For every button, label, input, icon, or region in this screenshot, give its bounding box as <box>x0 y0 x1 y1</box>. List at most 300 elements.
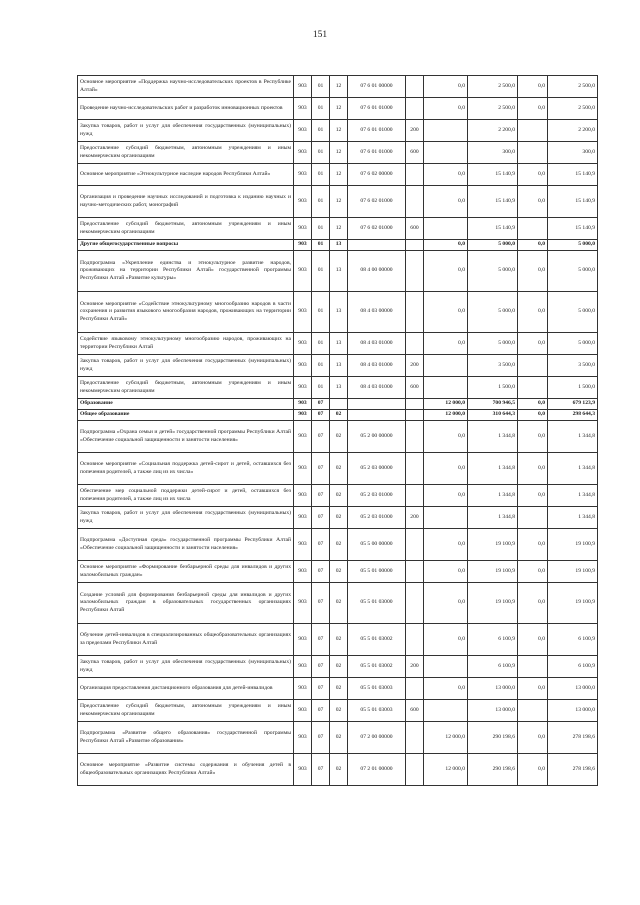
row-sum-1 <box>424 142 468 164</box>
row-section: 01 <box>312 120 330 142</box>
row-sum-3 <box>518 656 548 678</box>
table-row <box>78 240 598 251</box>
row-sum-3: 0,0 <box>518 98 548 120</box>
row-expense-type <box>406 485 424 507</box>
row-sum-1: 0,0 <box>424 583 468 624</box>
row-sum-3: 0,0 <box>518 722 548 754</box>
row-subsection: 02 <box>330 410 348 421</box>
row-expense-type <box>406 240 424 251</box>
row-grbs: 903 <box>294 355 312 377</box>
row-subsection: 12 <box>330 120 348 142</box>
row-sum-2: 700 946,5 <box>468 399 518 410</box>
row-grbs: 903 <box>294 333 312 355</box>
row-sum-4: 5 000,0 <box>548 292 598 333</box>
row-target-article: 07 6 02 01000 <box>348 218 406 240</box>
row-subsection: 02 <box>330 421 348 453</box>
row-name: Закупка товаров, работ и услуг для обеспечения государственных (муниципальных) нужд <box>78 120 294 142</box>
row-name: Подпрограмма «Укрепление единства и этнокультурное развитие народов, проживающих на территории Республики Алтай» государственной программы Республики Алтай «Развитие культуры» <box>78 251 294 292</box>
table-row <box>78 120 598 142</box>
row-target-article: 07 6 02 00000 <box>348 164 406 186</box>
row-subsection: 02 <box>330 507 348 529</box>
row-sum-4: 1 344,8 <box>548 421 598 453</box>
row-target-article: 05 5 01 03000 <box>348 583 406 624</box>
row-subsection: 12 <box>330 142 348 164</box>
row-sum-1 <box>424 355 468 377</box>
row-section: 07 <box>312 656 330 678</box>
row-target-article <box>348 399 406 410</box>
row-section: 07 <box>312 700 330 722</box>
row-section: 01 <box>312 240 330 251</box>
row-section: 01 <box>312 377 330 399</box>
row-sum-3: 0,0 <box>518 561 548 583</box>
row-sum-2: 13 000,0 <box>468 678 518 700</box>
row-section: 07 <box>312 754 330 786</box>
table-row <box>78 561 598 583</box>
row-name: Обучение детей-инвалидов в специализированных общеобразовательных организациях за пределами Республики Алтай <box>78 624 294 656</box>
table-row <box>78 251 598 292</box>
table-row <box>78 754 598 786</box>
row-sum-2: 15 140,9 <box>468 164 518 186</box>
row-target-article: 07 2 01 00000 <box>348 754 406 786</box>
row-sum-2: 1 344,8 <box>468 421 518 453</box>
row-sum-4: 5 000,0 <box>548 240 598 251</box>
row-grbs: 903 <box>294 240 312 251</box>
row-name: Обеспечение мер социальной поддержки детей-сирот и детей, оставшихся без попечения родителей, а также лиц из их числа <box>78 485 294 507</box>
row-sum-1: 0,0 <box>424 561 468 583</box>
budget-table <box>77 75 598 786</box>
row-target-article: 07 2 00 00000 <box>348 722 406 754</box>
row-subsection: 02 <box>330 583 348 624</box>
row-section: 01 <box>312 251 330 292</box>
row-sum-1: 0,0 <box>424 678 468 700</box>
row-name: Предоставление субсидий бюджетным, автономным учреждениям и иным некоммерческим организациям <box>78 218 294 240</box>
row-expense-type: 200 <box>406 656 424 678</box>
row-sum-4: 3 500,0 <box>548 355 598 377</box>
row-subsection: 02 <box>330 678 348 700</box>
row-expense-type <box>406 561 424 583</box>
row-sum-4: 13 000,0 <box>548 678 598 700</box>
row-section: 01 <box>312 98 330 120</box>
row-section: 07 <box>312 583 330 624</box>
row-expense-type <box>406 624 424 656</box>
row-grbs: 903 <box>294 583 312 624</box>
row-subsection: 12 <box>330 218 348 240</box>
row-expense-type <box>406 410 424 421</box>
row-subsection <box>330 399 348 410</box>
table-row <box>78 98 598 120</box>
row-sum-1: 0,0 <box>424 421 468 453</box>
row-name: Создание условий для формирования безбарьерной среды для инвалидов и других маломобильных граждан в образовательных государственных организациях Республики Алтай <box>78 583 294 624</box>
row-subsection: 13 <box>330 377 348 399</box>
row-expense-type: 600 <box>406 142 424 164</box>
table-row <box>78 421 598 453</box>
row-subsection: 02 <box>330 485 348 507</box>
row-sum-4: 19 100,9 <box>548 529 598 561</box>
row-sum-1: 12 000,0 <box>424 722 468 754</box>
row-sum-2: 310 644,3 <box>468 410 518 421</box>
row-sum-1: 0,0 <box>424 624 468 656</box>
row-subsection: 02 <box>330 529 348 561</box>
row-grbs: 903 <box>294 76 312 98</box>
row-sum-2: 6 100,9 <box>468 656 518 678</box>
row-sum-2: 5 000,0 <box>468 292 518 333</box>
row-name: Образование <box>78 399 294 410</box>
row-sum-1: 0,0 <box>424 240 468 251</box>
table-row <box>78 507 598 529</box>
row-name: Закупка товаров, работ и услуг для обеспечения государственных (муниципальных) нужд <box>78 507 294 529</box>
row-sum-4: 2 200,0 <box>548 120 598 142</box>
row-section: 01 <box>312 355 330 377</box>
row-grbs: 903 <box>294 453 312 485</box>
table-row <box>78 656 598 678</box>
row-sum-2: 13 000,0 <box>468 700 518 722</box>
row-subsection: 12 <box>330 98 348 120</box>
row-target-article: 07 6 01 01000 <box>348 98 406 120</box>
row-grbs: 903 <box>294 421 312 453</box>
row-sum-4: 1 344,8 <box>548 507 598 529</box>
row-expense-type <box>406 164 424 186</box>
row-sum-3: 0,0 <box>518 76 548 98</box>
row-grbs: 903 <box>294 529 312 561</box>
row-target-article: 07 6 01 00000 <box>348 76 406 98</box>
row-sum-2: 5 000,0 <box>468 240 518 251</box>
row-name: Предоставление субсидий бюджетным, автономным учреждениям и иным некоммерческим организациям <box>78 142 294 164</box>
row-grbs: 903 <box>294 561 312 583</box>
row-name: Закупка товаров, работ и услуг для обеспечения государственных (муниципальных) нужд <box>78 656 294 678</box>
row-sum-2: 19 100,9 <box>468 583 518 624</box>
row-grbs: 903 <box>294 98 312 120</box>
row-grbs: 903 <box>294 251 312 292</box>
row-section: 07 <box>312 485 330 507</box>
row-grbs: 903 <box>294 754 312 786</box>
row-subsection: 12 <box>330 76 348 98</box>
row-sum-1: 0,0 <box>424 529 468 561</box>
row-grbs: 903 <box>294 485 312 507</box>
row-target-article: 08 4 03 01000 <box>348 377 406 399</box>
row-target-article: 05 2 03 01000 <box>348 507 406 529</box>
row-section: 07 <box>312 624 330 656</box>
row-section: 07 <box>312 453 330 485</box>
row-target-article <box>348 410 406 421</box>
row-sum-3: 0,0 <box>518 583 548 624</box>
row-sum-3 <box>518 120 548 142</box>
row-grbs: 903 <box>294 377 312 399</box>
table-row <box>78 399 598 410</box>
row-grbs: 903 <box>294 186 312 218</box>
row-sum-4: 2 500,0 <box>548 98 598 120</box>
row-sum-3 <box>518 355 548 377</box>
row-sum-3: 0,0 <box>518 240 548 251</box>
row-sum-1: 12 000,0 <box>424 399 468 410</box>
row-target-article: 05 2 03 00000 <box>348 453 406 485</box>
row-expense-type: 600 <box>406 218 424 240</box>
row-sum-1: 0,0 <box>424 164 468 186</box>
row-sum-4: 1 344,8 <box>548 485 598 507</box>
row-sum-2: 2 200,0 <box>468 120 518 142</box>
row-name: Основное мероприятие «Развитие системы содержания и обучения детей в общеобразовательных организациях Республики Алтай» <box>78 754 294 786</box>
row-sum-3: 0,0 <box>518 251 548 292</box>
row-name: Содействие языковому этнокультурному многообразию народов, проживающих на территории Республики Алтай <box>78 333 294 355</box>
row-sum-1 <box>424 507 468 529</box>
row-name: Основное мероприятие «Формирование безбарьерной среды для инвалидов и других маломобильных граждан» <box>78 561 294 583</box>
row-section: 01 <box>312 142 330 164</box>
row-name: Подпрограмма «Развитие общего образования» государственной программы Республики Алтай «Развитие образования» <box>78 722 294 754</box>
row-sum-4: 5 000,0 <box>548 333 598 355</box>
table-row <box>78 186 598 218</box>
row-name: Организация предоставления дистанционного образования для детей-инвалидов <box>78 678 294 700</box>
row-expense-type: 200 <box>406 355 424 377</box>
row-expense-type <box>406 678 424 700</box>
row-expense-type <box>406 399 424 410</box>
row-sum-2: 5 000,0 <box>468 333 518 355</box>
row-sum-4: 278 198,6 <box>548 754 598 786</box>
table-row <box>78 624 598 656</box>
row-sum-3: 0,0 <box>518 333 548 355</box>
row-subsection: 02 <box>330 754 348 786</box>
row-target-article: 05 5 01 03002 <box>348 624 406 656</box>
row-sum-1: 0,0 <box>424 186 468 218</box>
row-sum-3 <box>518 507 548 529</box>
row-sum-2: 3 500,0 <box>468 355 518 377</box>
row-sum-3: 0,0 <box>518 186 548 218</box>
row-sum-1: 0,0 <box>424 251 468 292</box>
table-row <box>78 377 598 399</box>
row-grbs: 903 <box>294 142 312 164</box>
budget-table-body <box>78 76 598 786</box>
row-expense-type: 600 <box>406 700 424 722</box>
row-section: 07 <box>312 421 330 453</box>
row-subsection: 12 <box>330 186 348 218</box>
row-sum-1: 0,0 <box>424 76 468 98</box>
row-section: 07 <box>312 529 330 561</box>
row-sum-3: 0,0 <box>518 485 548 507</box>
row-subsection: 12 <box>330 164 348 186</box>
row-sum-3 <box>518 700 548 722</box>
row-sum-2: 2 500,0 <box>468 98 518 120</box>
table-row <box>78 292 598 333</box>
row-grbs: 903 <box>294 507 312 529</box>
row-sum-2: 19 100,9 <box>468 561 518 583</box>
row-subsection: 13 <box>330 333 348 355</box>
row-grbs: 903 <box>294 399 312 410</box>
row-sum-1: 0,0 <box>424 453 468 485</box>
row-sum-1 <box>424 656 468 678</box>
row-sum-2: 15 140,9 <box>468 186 518 218</box>
row-sum-4: 19 100,9 <box>548 583 598 624</box>
table-row <box>78 333 598 355</box>
row-name: Подпрограмма «Охрана семьи и детей» государственной программы Республики Алтай «Обеспечение социальной защищенности и занятости населения» <box>78 421 294 453</box>
row-grbs: 903 <box>294 656 312 678</box>
row-sum-4: 5 000,0 <box>548 251 598 292</box>
row-sum-4: 298 644,3 <box>548 410 598 421</box>
row-section: 07 <box>312 399 330 410</box>
row-sum-2: 290 198,6 <box>468 722 518 754</box>
row-target-article: 05 5 01 00000 <box>348 561 406 583</box>
row-target-article: 07 6 02 01000 <box>348 186 406 218</box>
row-subsection: 13 <box>330 292 348 333</box>
row-sum-2: 1 344,8 <box>468 453 518 485</box>
row-sum-2: 300,0 <box>468 142 518 164</box>
row-sum-4: 1 500,0 <box>548 377 598 399</box>
row-sum-3: 0,0 <box>518 453 548 485</box>
row-target-article: 08 4 03 01000 <box>348 333 406 355</box>
table-row <box>78 722 598 754</box>
row-sum-1 <box>424 700 468 722</box>
row-sum-2: 2 500,0 <box>468 76 518 98</box>
table-row <box>78 355 598 377</box>
row-section: 01 <box>312 76 330 98</box>
row-name: Предоставление субсидий бюджетным, автономным учреждениям и иным некоммерческим организациям <box>78 700 294 722</box>
row-sum-4: 278 198,6 <box>548 722 598 754</box>
row-expense-type <box>406 453 424 485</box>
row-section: 01 <box>312 333 330 355</box>
row-grbs: 903 <box>294 700 312 722</box>
row-sum-4: 15 140,9 <box>548 186 598 218</box>
row-subsection: 02 <box>330 453 348 485</box>
row-subsection: 13 <box>330 355 348 377</box>
row-sum-4: 6 100,9 <box>548 656 598 678</box>
row-target-article: 05 2 03 01000 <box>348 485 406 507</box>
row-sum-1 <box>424 120 468 142</box>
row-expense-type <box>406 333 424 355</box>
row-name: Организация и проведение научных исследований и подготовка к изданию научных и научно-методических работ, монографий <box>78 186 294 218</box>
row-name: Основное мероприятие «Социальная поддержка детей-сирот и детей, оставшихся без попечения родителей, а также лиц из их числа» <box>78 453 294 485</box>
row-expense-type: 200 <box>406 507 424 529</box>
row-grbs: 903 <box>294 218 312 240</box>
row-section: 07 <box>312 561 330 583</box>
row-grbs: 903 <box>294 722 312 754</box>
row-subsection: 13 <box>330 251 348 292</box>
row-sum-3: 0,0 <box>518 529 548 561</box>
row-name: Проведение научно-исследовательских работ и разработок инновационных проектов <box>78 98 294 120</box>
row-sum-1: 12 000,0 <box>424 754 468 786</box>
row-sum-1 <box>424 218 468 240</box>
row-name: Основное мероприятие «Содействие этнокультурному многообразию народов в части сохранения и развития языкового многообразия народов, проживающих на территории Республики Алтай» <box>78 292 294 333</box>
row-expense-type <box>406 421 424 453</box>
row-sum-2: 19 100,9 <box>468 529 518 561</box>
row-sum-3 <box>518 377 548 399</box>
row-expense-type <box>406 251 424 292</box>
row-target-article: 05 5 01 03003 <box>348 678 406 700</box>
row-expense-type <box>406 186 424 218</box>
row-name: Другие общегосударственные вопросы <box>78 240 294 251</box>
row-sum-2: 1 344,8 <box>468 485 518 507</box>
row-sum-3: 0,0 <box>518 292 548 333</box>
row-sum-1: 0,0 <box>424 333 468 355</box>
row-sum-1 <box>424 377 468 399</box>
row-sum-4: 300,0 <box>548 142 598 164</box>
row-expense-type: 600 <box>406 377 424 399</box>
row-sum-1: 0,0 <box>424 292 468 333</box>
page-number: 151 <box>312 30 328 40</box>
row-target-article: 05 5 00 00000 <box>348 529 406 561</box>
row-name: Закупка товаров, работ и услуг для обеспечения государственных (муниципальных) нужд <box>78 355 294 377</box>
table-row <box>78 142 598 164</box>
row-target-article: 05 2 00 00000 <box>348 421 406 453</box>
row-name: Подпрограмма «Доступная среда» государственной программы Республики Алтай «Обеспечение социальной защищенности и занятости населения» <box>78 529 294 561</box>
row-sum-3: 0,0 <box>518 410 548 421</box>
table-row <box>78 410 598 421</box>
row-sum-4: 15 140,9 <box>548 164 598 186</box>
row-target-article: 08 4 00 00000 <box>348 251 406 292</box>
row-target-article: 08 4 03 00000 <box>348 292 406 333</box>
row-sum-2: 290 198,6 <box>468 754 518 786</box>
row-target-article: 05 5 01 03002 <box>348 656 406 678</box>
row-section: 01 <box>312 218 330 240</box>
row-subsection: 02 <box>330 561 348 583</box>
row-grbs: 903 <box>294 624 312 656</box>
row-sum-2: 1 344,8 <box>468 507 518 529</box>
table-row <box>78 529 598 561</box>
row-sum-2: 15 140,9 <box>468 218 518 240</box>
table-row <box>78 218 598 240</box>
table-row <box>78 678 598 700</box>
row-sum-4: 6 100,9 <box>548 624 598 656</box>
row-sum-3 <box>518 142 548 164</box>
row-section: 07 <box>312 507 330 529</box>
row-sum-2: 6 100,9 <box>468 624 518 656</box>
row-expense-type: 200 <box>406 120 424 142</box>
row-sum-4: 679 123,9 <box>548 399 598 410</box>
row-sum-1: 0,0 <box>424 485 468 507</box>
row-subsection: 02 <box>330 656 348 678</box>
row-sum-3: 0,0 <box>518 421 548 453</box>
table-row <box>78 583 598 624</box>
row-expense-type <box>406 754 424 786</box>
row-expense-type <box>406 76 424 98</box>
row-subsection: 02 <box>330 700 348 722</box>
row-section: 07 <box>312 722 330 754</box>
row-name: Основное мероприятие «Поддержка научно-исследовательских проектов в Республике Алтай» <box>78 76 294 98</box>
row-name: Общее образование <box>78 410 294 421</box>
table-row <box>78 164 598 186</box>
row-expense-type <box>406 529 424 561</box>
row-grbs: 903 <box>294 678 312 700</box>
row-target-article: 05 5 01 03003 <box>348 700 406 722</box>
row-section: 01 <box>312 164 330 186</box>
row-section: 01 <box>312 186 330 218</box>
row-target-article <box>348 240 406 251</box>
row-target-article: 07 6 01 01000 <box>348 120 406 142</box>
row-section: 07 <box>312 678 330 700</box>
row-sum-3: 0,0 <box>518 754 548 786</box>
row-target-article: 08 4 03 01000 <box>348 355 406 377</box>
row-sum-3: 0,0 <box>518 399 548 410</box>
row-grbs: 903 <box>294 120 312 142</box>
table-row <box>78 453 598 485</box>
row-sum-4: 19 100,9 <box>548 561 598 583</box>
row-sum-4: 15 140,9 <box>548 218 598 240</box>
table-row <box>78 700 598 722</box>
row-grbs: 903 <box>294 164 312 186</box>
row-expense-type <box>406 583 424 624</box>
table-row <box>78 76 598 98</box>
row-expense-type <box>406 722 424 754</box>
row-target-article: 07 6 01 01000 <box>348 142 406 164</box>
row-sum-1: 0,0 <box>424 98 468 120</box>
row-subsection: 02 <box>330 624 348 656</box>
row-sum-4: 2 500,0 <box>548 76 598 98</box>
row-sum-1: 12 000,0 <box>424 410 468 421</box>
row-grbs: 903 <box>294 410 312 421</box>
row-grbs: 903 <box>294 292 312 333</box>
row-section: 01 <box>312 292 330 333</box>
table-row <box>78 485 598 507</box>
row-name: Основное мероприятие «Этнокультурное наследие народов Республики Алтай» <box>78 164 294 186</box>
row-subsection: 13 <box>330 240 348 251</box>
row-name: Предоставление субсидий бюджетным, автономным учреждениям и иным некоммерческим организациям <box>78 377 294 399</box>
row-sum-2: 1 500,0 <box>468 377 518 399</box>
